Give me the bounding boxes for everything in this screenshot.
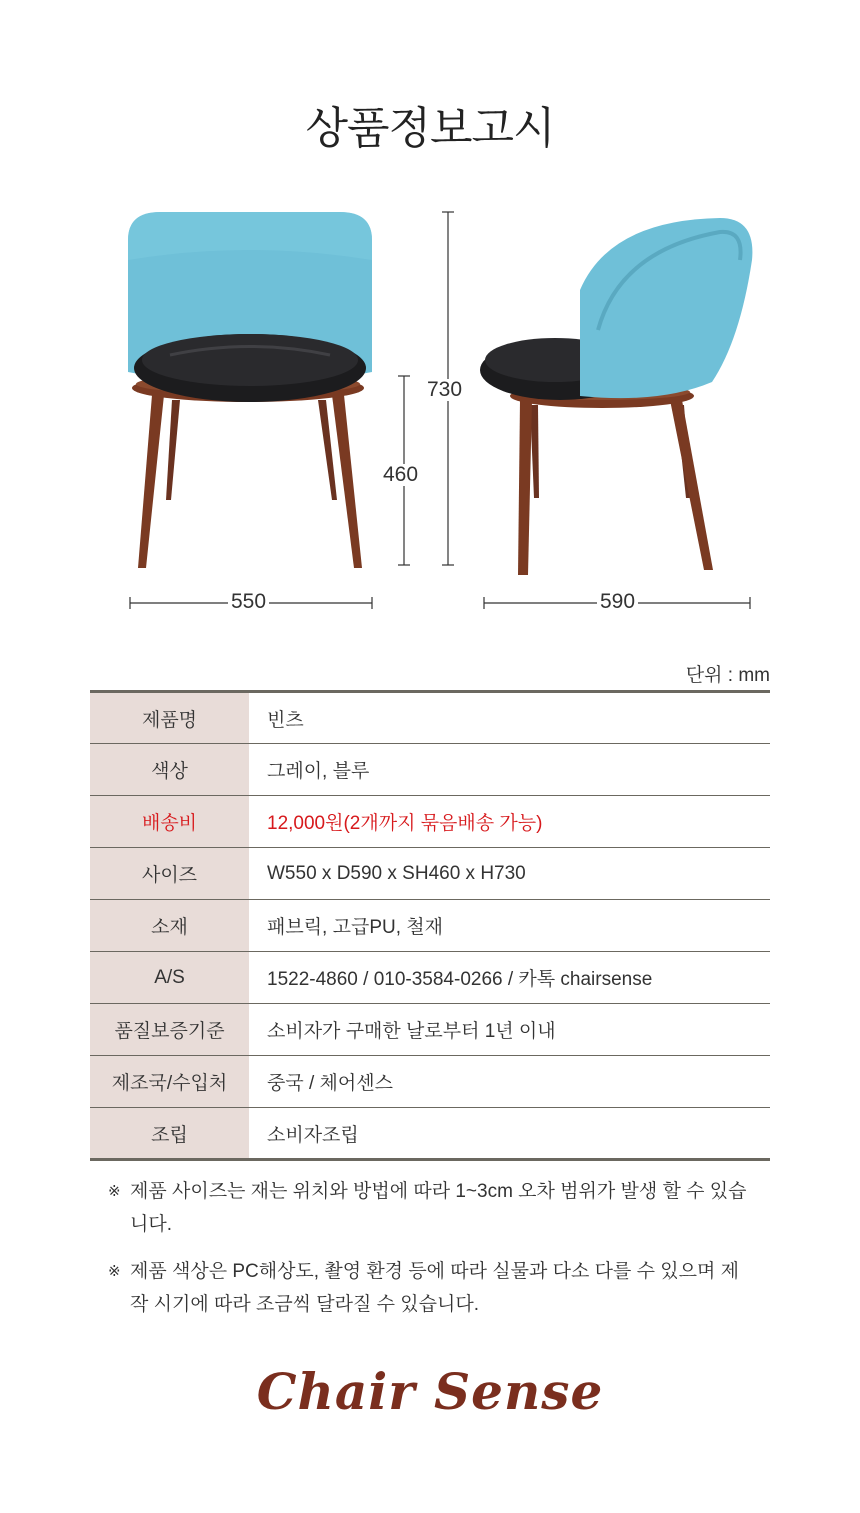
- table-row: [90, 848, 770, 900]
- table-row: [90, 796, 770, 848]
- note-text: 제품 사이즈는 재는 위치와 방법에 따라 1~3cm 오차 범위가 발생 할 수 있습니다.: [130, 1181, 747, 1235]
- table-row: [90, 900, 770, 952]
- spec-table: [90, 690, 770, 1161]
- chair-drawings: [0, 200, 860, 630]
- spec-value: 소비자가 구매한 날로부터 1년 이내: [249, 1004, 770, 1056]
- dimension-figure: [0, 200, 860, 630]
- table-row: [90, 1004, 770, 1056]
- spec-key: 소재: [90, 900, 249, 952]
- page-title: 상품정보고시: [305, 103, 555, 154]
- spec-key: 배송비: [90, 796, 249, 848]
- table-row: [90, 952, 770, 1004]
- spec-value: 그레이, 블루: [249, 744, 770, 796]
- table-row: [90, 744, 770, 796]
- table-row: [90, 692, 770, 744]
- spec-key: A/S: [90, 952, 249, 1004]
- unit-label: 단위 : mm: [685, 665, 770, 686]
- spec-key: 제조국/수입처: [90, 1056, 249, 1108]
- spec-key: 조립: [90, 1108, 249, 1160]
- depth-label: 590: [597, 591, 638, 613]
- table-row: [90, 1056, 770, 1108]
- width-dimension-lines: [130, 597, 750, 609]
- seat-height-label: 460: [383, 463, 419, 486]
- spec-key: 사이즈: [90, 848, 249, 900]
- spec-key: 색상: [90, 744, 249, 796]
- spec-value: 1522-4860 / 010-3584-0266 / 카톡 chairsense: [249, 952, 770, 1004]
- spec-value: 빈츠: [249, 692, 770, 744]
- spec-value: 패브릭, 고급PU, 철재: [249, 900, 770, 952]
- table-row: [90, 1108, 770, 1160]
- note-item: [108, 1255, 748, 1321]
- spec-key: 제품명: [90, 692, 249, 744]
- spec-value: W550 x D590 x SH460 x H730: [249, 848, 770, 900]
- brand-logo: Chair Sense: [256, 1362, 604, 1421]
- note-text: 제품 색상은 PC해상도, 촬영 환경 등에 따라 실물과 다소 다를 수 있으며 제작 시기에 따라 조금씩 달라질 수 있습니다.: [130, 1261, 739, 1315]
- chair-front-view: [128, 212, 372, 568]
- note-item: [108, 1175, 748, 1241]
- spec-value: 12,000원(2개까지 묶음배송 가능): [249, 796, 770, 848]
- note-mark: ※: [108, 1183, 121, 1200]
- spec-value: 소비자조립: [267, 1124, 359, 1146]
- note-mark: ※: [108, 1263, 121, 1280]
- notes: [108, 1175, 748, 1335]
- chair-side-view: [480, 218, 752, 575]
- height-label: 730: [427, 378, 463, 401]
- width-label: 550: [228, 591, 269, 613]
- spec-value: 중국 / 체어센스: [249, 1056, 770, 1108]
- spec-key: 품질보증기준: [90, 1004, 249, 1056]
